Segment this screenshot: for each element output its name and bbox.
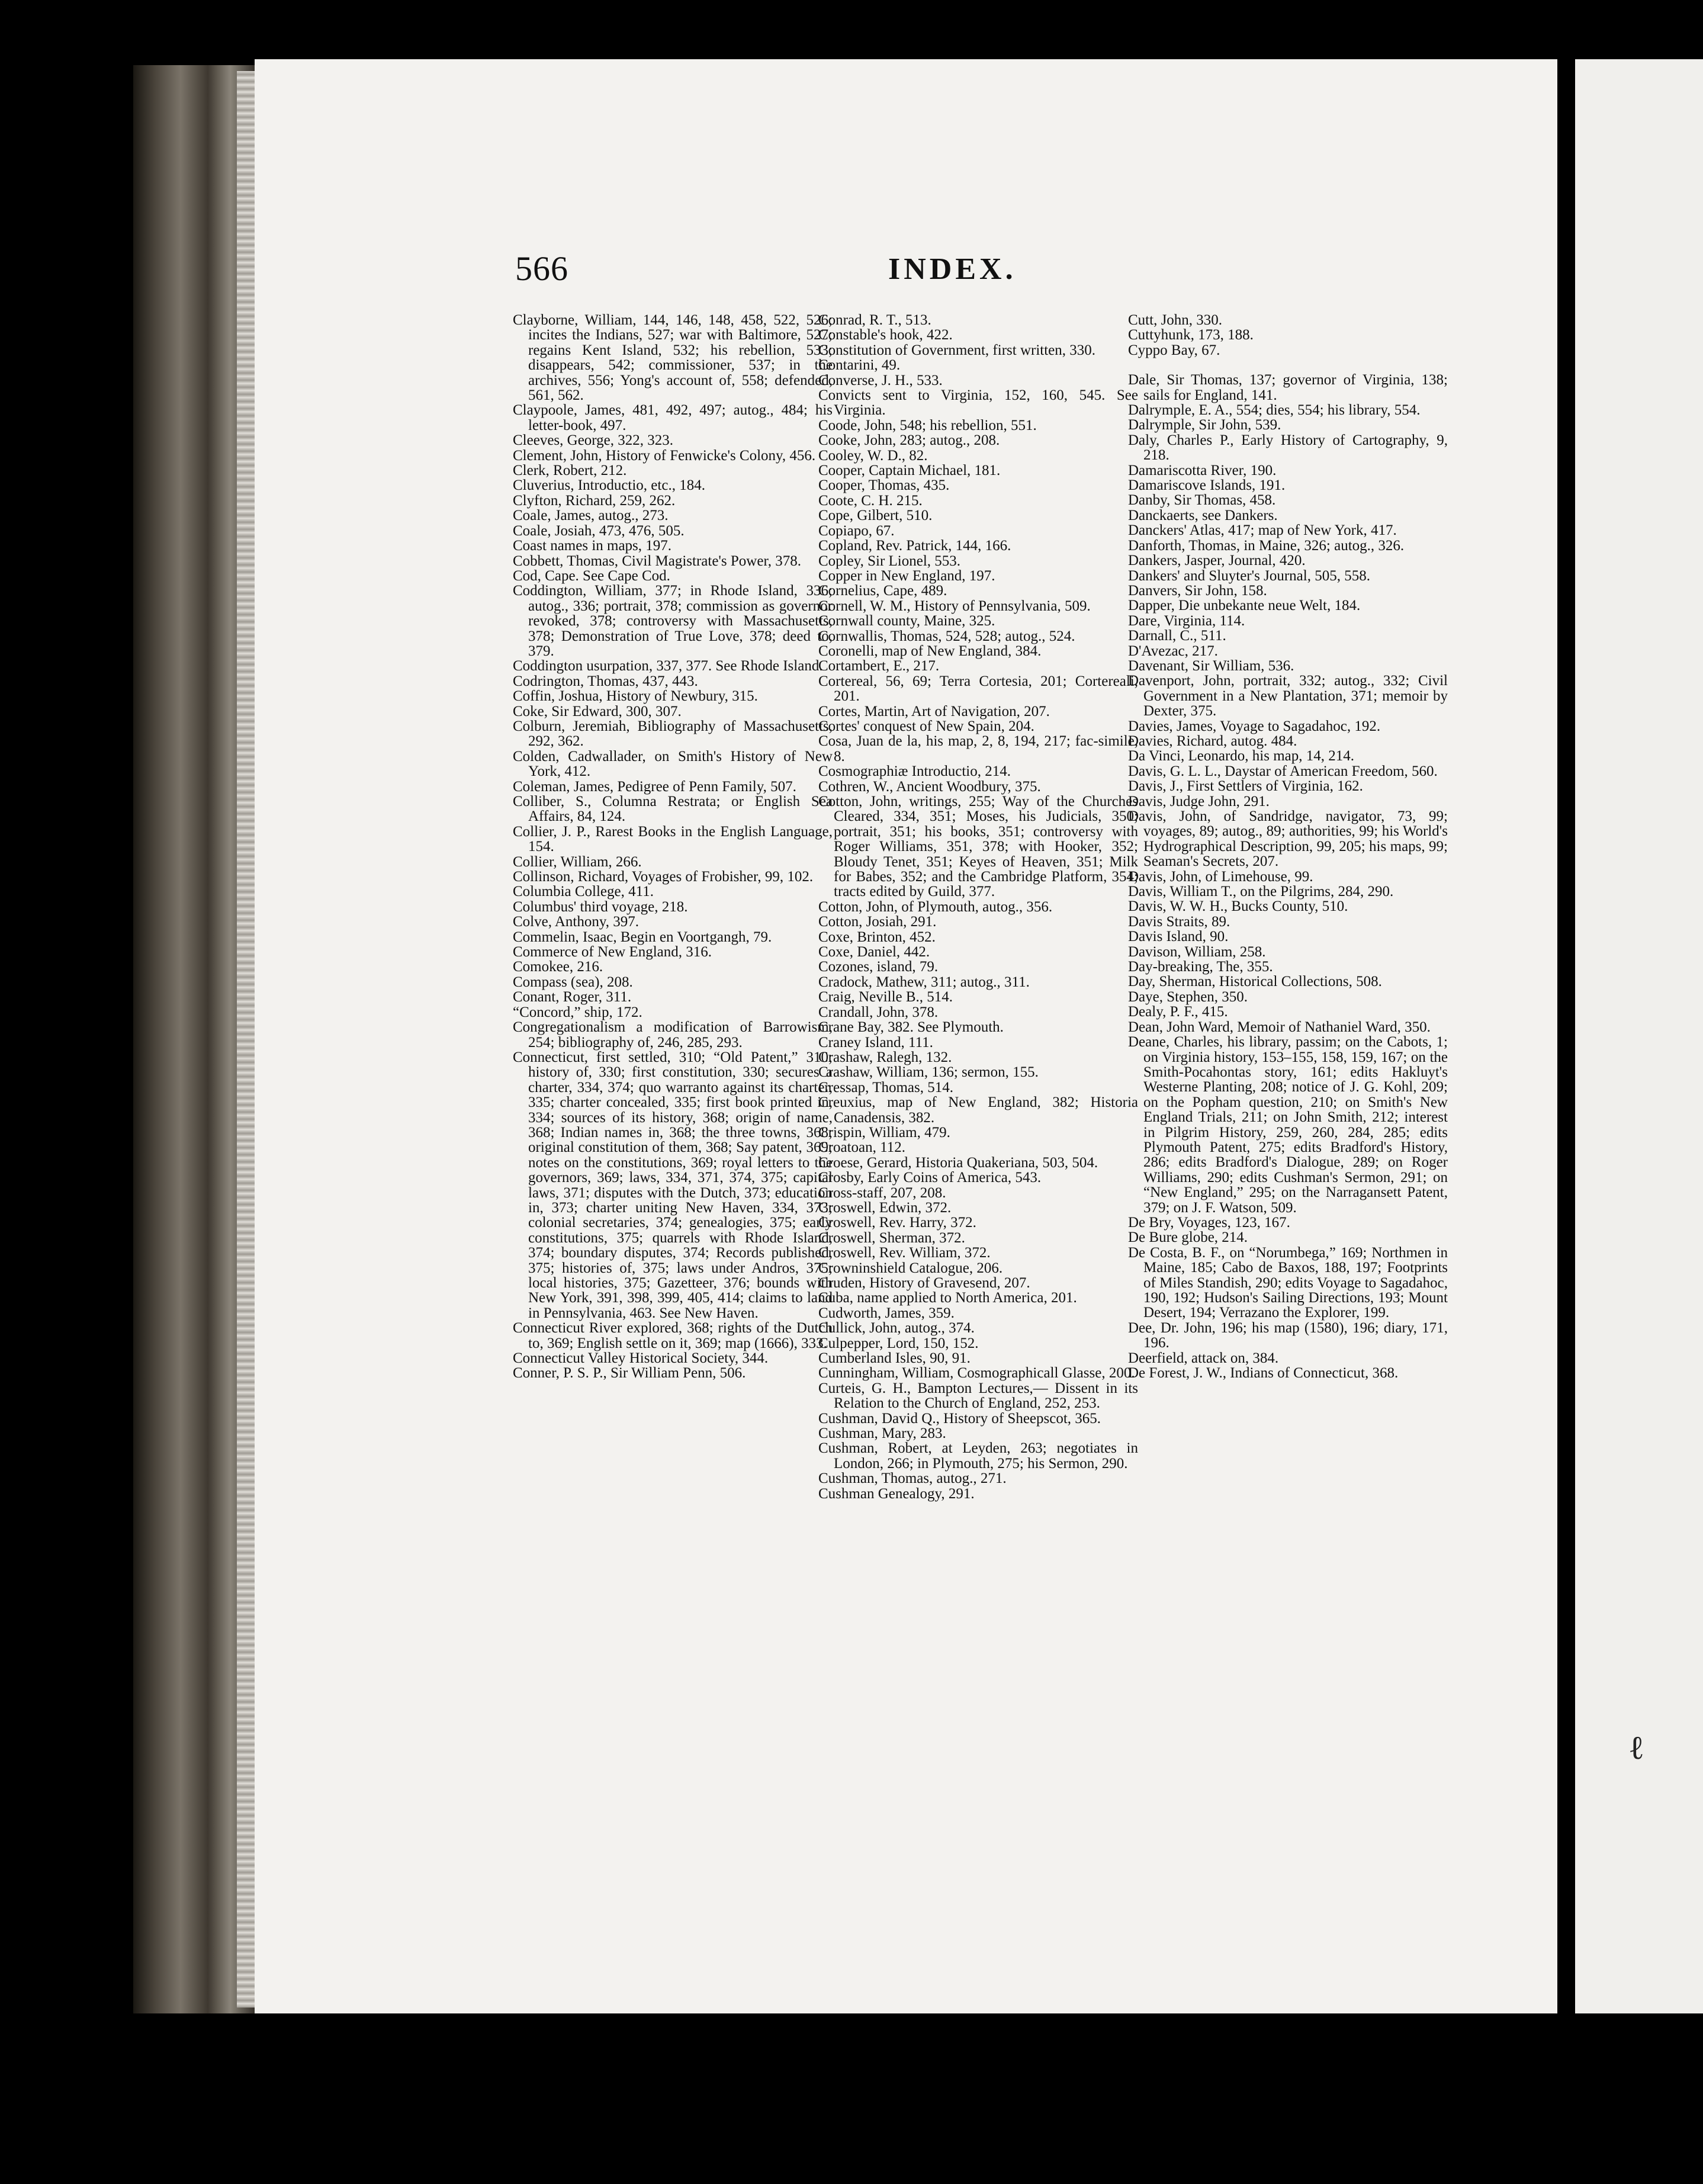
- stray-mark: ℓ: [1628, 1730, 1644, 1767]
- index-entry: Conant, Roger, 311.: [513, 989, 632, 1006]
- index-entry: Croese, Gerard, Historia Quakeriana, 503, 504.: [818, 1154, 1098, 1171]
- index-entry: Commerce of New England, 316.: [513, 944, 712, 961]
- index-entry: Damariscove Islands, 191.: [1128, 477, 1286, 494]
- index-entry: Cudworth, James, 359.: [818, 1305, 955, 1321]
- index-entry: Cortes, Martin, Art of Navigation, 207.: [818, 703, 1050, 720]
- index-entry: Cornelius, Cape, 489.: [818, 583, 947, 599]
- index-entry: Davis, J., First Settlers of Virginia, 162.: [1128, 778, 1363, 795]
- index-entry: De Forest, J. W., Indians of Connecticut, 368.: [1128, 1365, 1399, 1382]
- index-entry: Columbus' third voyage, 218.: [513, 898, 688, 915]
- index-column-2: [818, 313, 1138, 1501]
- index-entry: Cullick, John, autog., 374.: [818, 1320, 975, 1337]
- index-entry: Cushman, Mary, 283.: [818, 1425, 946, 1442]
- index-entry: Congregationalism a modification of Barrowism, 254; bibliography of, 246, 285, 293.: [513, 1019, 833, 1051]
- index-entry: Cross-staff, 207, 208.: [818, 1184, 946, 1201]
- index-entry: Deerfield, attack on, 384.: [1128, 1350, 1279, 1366]
- index-entry: Crandall, John, 378.: [818, 1004, 939, 1020]
- index-entry: Coode, John, 548; his rebellion, 551.: [818, 417, 1037, 433]
- index-entry: Cushman, David Q., History of Sheepscot, 365.: [818, 1410, 1101, 1427]
- index-entry: Dankers' and Sluyter's Journal, 505, 558.: [1128, 567, 1370, 584]
- index-entry: Constable's hook, 422.: [818, 327, 953, 343]
- index-entry: Cothren, W., Ancient Woodbury, 375.: [818, 778, 1041, 795]
- index-entry: Dee, Dr. John, 196; his map (1580), 196; diary, 171, 196.: [1128, 1319, 1448, 1351]
- page-number: 566: [515, 249, 568, 288]
- index-entry: Compass (sea), 208.: [513, 974, 633, 990]
- index-entry: Cutt, John, 330.: [1128, 312, 1223, 328]
- index-entry: Coffin, Joshua, History of Newbury, 315.: [513, 688, 758, 705]
- index-entry: Coxe, Daniel, 442.: [818, 944, 930, 961]
- index-entry: Cleeves, George, 322, 323.: [513, 432, 674, 449]
- index-entry: Cyppo Bay, 67.: [1128, 342, 1220, 358]
- index-entry: Colburn, Jeremiah, Bibliography of Massachusetts, 292, 362.: [513, 718, 833, 750]
- index-entry: De Bry, Voyages, 123, 167.: [1128, 1214, 1290, 1231]
- index-entry: Cooper, Captain Michael, 181.: [818, 463, 1001, 479]
- index-entry: Cuba, name applied to North America, 201.: [818, 1290, 1077, 1306]
- index-entry: Cosa, Juan de la, his map, 2, 8, 194, 217; fac-simile, 8.: [818, 733, 1138, 765]
- index-entry: Da Vinci, Leonardo, his map, 14, 214.: [1128, 748, 1354, 765]
- index-entry: Coast names in maps, 197.: [513, 538, 672, 554]
- index-entry: Cotton, John, writings, 255; Way of the Churches Cleared, 334, 351; Moses, his Judicials, 350; portrait, 351; his books, 351; controversy with Roger Williams, 351, 378; with Hooker, 352; Bloudy Tenet, 351; Keyes of Heaven, 351; Milk for Babes, 352; and the Cambridge Platform, 354; tracts edited by Guild, 377.: [818, 794, 1138, 900]
- index-entry: Cooley, W. D., 82.: [818, 447, 928, 464]
- index-entry: Convicts sent to Virginia, 152, 160, 545. See Virginia.: [818, 387, 1138, 419]
- index-entry: Cobbett, Thomas, Civil Magistrate's Power, 378.: [513, 553, 802, 569]
- index-entry: Cushman, Thomas, autog., 271.: [818, 1470, 1007, 1487]
- index-entry: Clayborne, William, 144, 146, 148, 458, 522, 526; incites the Indians, 527; war with Baltimore, 527; regains Kent Island, 532; his rebellion, 533; disappears, 542; commissioner, 537; in the archives, 556; Yong's account of, 558; defended, 561, 562.: [513, 312, 833, 404]
- index-entry: Davis, John, of Sandridge, navigator, 73, 99; voyages, 89; autog., 89; authorities, 99; his World's Hydrographical Description, 99, 205; his maps, 99; Seaman's Secrets, 207.: [1128, 808, 1448, 870]
- index-entry: Cornell, W. M., History of Pennsylvania, 509.: [818, 598, 1091, 614]
- index-entry: Collinson, Richard, Voyages of Frobisher, 99, 102.: [513, 869, 814, 885]
- index-entry: Cornwall county, Maine, 325.: [818, 613, 995, 629]
- index-entry: Cotton, Josiah, 291.: [818, 914, 937, 930]
- index-entry: Cruden, History of Gravesend, 207.: [818, 1275, 1030, 1291]
- index-entry: De Costa, B. F., on “Norumbega,” 169; Northmen in Maine, 185; Cabo de Baxos, 188, 197; Footprints of Miles Standish, 290; edits Voyage to Sagadahoc, 190, 192; Hudson's Sailing Directions, 193; Mount Desert, 194; Verrazano the Explorer, 199.: [1128, 1244, 1448, 1321]
- index-entry: Constitution of Government, first written, 330.: [818, 342, 1096, 358]
- index-entry: Daly, Charles P., Early History of Cartography, 9, 218.: [1128, 432, 1448, 464]
- index-entry: Contarini, 49.: [818, 357, 901, 374]
- index-entry: Cortes' conquest of New Spain, 204.: [818, 718, 1034, 734]
- index-entry: Cushman, Robert, at Leyden, 263; negotiates in London, 266; in Plymouth, 275; his Sermon, 290.: [818, 1440, 1138, 1472]
- index-entry: Cod, Cape. See Cape Cod.: [513, 567, 670, 584]
- index-entry: Copland, Rev. Patrick, 144, 166.: [818, 538, 1011, 554]
- index-entry: Danvers, Sir John, 158.: [1128, 582, 1267, 599]
- index-entry: Cradock, Mathew, 311; autog., 311.: [818, 974, 1030, 990]
- index-entry: Coleman, James, Pedigree of Penn Family, 507.: [513, 778, 796, 795]
- index-entry: Clement, John, History of Fenwicke's Colony, 456.: [513, 447, 816, 464]
- index-entry: Culpepper, Lord, 150, 152.: [818, 1335, 979, 1351]
- index-entry: Columbia College, 411.: [513, 884, 654, 900]
- index-entry: Claypoole, James, 481, 492, 497; autog., 484; his letter-book, 497.: [513, 402, 833, 433]
- index-entry: D'Avezac, 217.: [1128, 643, 1218, 659]
- index-entry: Danforth, Thomas, in Maine, 326; autog., 326.: [1128, 537, 1405, 554]
- index-entry: Danckers' Atlas, 417; map of New York, 417.: [1128, 522, 1397, 539]
- index-entry: Dalrymple, Sir John, 539.: [1128, 417, 1281, 433]
- index-entry: Dalrymple, E. A., 554; dies, 554; his library, 554.: [1128, 402, 1421, 419]
- index-entry: Commelin, Isaac, Begin en Voortgangh, 79.: [513, 929, 772, 945]
- index-entry: Coddington, William, 377; in Rhode Island, 336; autog., 336; portrait, 378; commission as governor revoked, 378; controversy with Massachusetts, 378; Demonstration of True Love, 378; deed to, 379.: [513, 583, 833, 659]
- index-entry: Davis, John, of Limehouse, 99.: [1128, 868, 1313, 885]
- index-entry: Comokee, 216.: [513, 959, 603, 975]
- index-entry: Codrington, Thomas, 437, 443.: [513, 673, 698, 689]
- index-entry: Davis Straits, 89.: [1128, 913, 1230, 930]
- index-entry: Cunningham, William, Cosmographicall Glasse, 200.: [818, 1365, 1135, 1382]
- index-entry: Crowninshield Catalogue, 206.: [818, 1260, 1003, 1276]
- index-entry: Copley, Sir Lionel, 553.: [818, 553, 961, 569]
- index-entry: Coote, C. H. 215.: [818, 492, 923, 509]
- index-entry: Connecticut Valley Historical Society, 344.: [513, 1350, 769, 1367]
- index-entry: Cumberland Isles, 90, 91.: [818, 1350, 971, 1367]
- index-entry: Day-breaking, The, 355.: [1128, 959, 1273, 975]
- index-entry: Cortereal, 56, 69; Terra Cortesia, 201; Cortereali, 201.: [818, 673, 1138, 705]
- index-entry: Crispin, William, 479.: [818, 1124, 950, 1141]
- index-entry: Curteis, G. H., Bampton Lectures,— Dissent in its Relation to the Church of England, 252, 253.: [818, 1380, 1138, 1412]
- index-entry: Davis, William T., on the Pilgrims, 284, 290.: [1128, 884, 1394, 900]
- index-entry: Copper in New England, 197.: [818, 567, 995, 584]
- index-entry: Coddington usurpation, 337, 377. See Rhode Island.: [513, 658, 823, 675]
- index-entry: Davis, Judge John, 291.: [1128, 793, 1270, 810]
- index-column-3: [1128, 313, 1448, 1380]
- page-title: INDEX.: [888, 252, 1017, 286]
- index-entry: Converse, J. H., 533.: [818, 372, 943, 388]
- index-entry: Cornwallis, Thomas, 524, 528; autog., 524.: [818, 628, 1075, 644]
- index-entry: Davies, James, Voyage to Sagadahoc, 192.: [1128, 718, 1381, 734]
- index-entry: Damariscotta River, 190.: [1128, 462, 1277, 478]
- index-entry: Cluverius, Introductio, etc., 184.: [513, 477, 705, 494]
- index-entry: Croswell, Rev. Harry, 372.: [818, 1215, 976, 1231]
- index-entry: Day, Sherman, Historical Collections, 508.: [1128, 974, 1382, 990]
- index-entry: Davies, Richard, autog. 484.: [1128, 733, 1297, 749]
- index-entry: Collier, William, 266.: [513, 853, 642, 870]
- index-entry: Crosby, Early Coins of America, 543.: [818, 1170, 1042, 1186]
- index-entry: Dean, John Ward, Memoir of Nathaniel Ward, 350.: [1128, 1019, 1431, 1035]
- index-entry: Coke, Sir Edward, 300, 307.: [513, 703, 682, 720]
- index-entry: Copiapo, 67.: [818, 522, 895, 539]
- index-entry: Coronelli, map of New England, 384.: [818, 643, 1042, 659]
- index-entry: Craig, Neville B., 514.: [818, 989, 953, 1006]
- index-entry: Cope, Gilbert, 510.: [818, 508, 933, 524]
- index-entry: Conrad, R. T., 513.: [818, 312, 931, 328]
- index-entry: Crashaw, Ralegh, 132.: [818, 1049, 952, 1065]
- index-entry: Connecticut, first settled, 310; “Old Patent,” 310; history of, 330; first constitution, 330; secures a charter, 334, 374; quo warranto against its charter, 335; charter concealed, 335; first book printed in, 334; sources of its history, 368; origin of name, 368; Indian names in, 368; the three towns, 368; original constitution of them, 368; Say patent, 369; notes on the constitutions, 369; royal letters to the governors, 369; laws, 334, 371, 374, 375; capital laws, 371; disputes with the Dutch, 373; education in, 373; charter uniting New Haven, 334, 373; colonial secretaries, 374; genealogies, 375; early constitutions, 375; quarrels with Rhode Island, 374; boundary disputes, 374; Records published, 375; histories of, 375; laws under Andros, 375; local histories, 375; Gazetteer, 376; bounds with New York, 391, 398, 399, 405, 414; claims to land in Pennsylvania, 463. See New Haven.: [513, 1049, 833, 1321]
- index-entry: Daye, Stephen, 350.: [1128, 988, 1248, 1005]
- index-entry: Cooke, John, 283; autog., 208.: [818, 432, 1000, 449]
- index-entry: Danby, Sir Thomas, 458.: [1128, 492, 1276, 509]
- index-entry: “Concord,” ship, 172.: [513, 1004, 642, 1020]
- index-entry: Clyfton, Richard, 259, 262.: [513, 492, 676, 509]
- index-entry: Danckaerts, see Dankers.: [1128, 507, 1278, 523]
- index-entry: Cushman Genealogy, 291.: [818, 1485, 975, 1502]
- index-entry: Cuttyhunk, 173, 188.: [1128, 327, 1254, 343]
- index-entry: Colve, Anthony, 397.: [513, 914, 639, 930]
- index-entry: Davis, G. L. L., Daystar of American Freedom, 560.: [1128, 763, 1438, 779]
- index-entry: Deane, Charles, his library, passim; on the Cabots, 1; on Virginia history, 153–155, 158, 159, 167; on the Smith-Pocahontas story, 161; edits Hakluyt's Westerne Planting, 208; notice of J. G. Kohl, 209; on the Popham question, 210; on Smith's New England Trials, 211; on John Smith, 212; interest in Pilgrim History, 259, 260, 284, 285; edits Plymouth Patent, 275; edits Bradford's History, 286; edits Bradford's Dialogue, 289; on Roger Williams, 290; edits Cushman's Sermon, 291; on “New England,” 295; on the Narragansett Patent, 379; on J. F. Watson, 509.: [1128, 1034, 1448, 1216]
- index-entry: Crashaw, William, 136; sermon, 155.: [818, 1064, 1039, 1081]
- index-entry: Croswell, Rev. William, 372.: [818, 1245, 991, 1261]
- index-entry: Dare, Virginia, 114.: [1128, 612, 1245, 629]
- index-entry: Cressap, Thomas, 514.: [818, 1079, 953, 1096]
- index-entry: Croswell, Edwin, 372.: [818, 1199, 952, 1216]
- index-entry: Cortambert, E., 217.: [818, 658, 940, 675]
- index-entry: Crane Bay, 382. See Plymouth.: [818, 1019, 1004, 1036]
- index-entry: Croswell, Sherman, 372.: [818, 1229, 965, 1246]
- index-entry: Connecticut River explored, 368; rights of the Dutch to, 369; English settle on it, 369; map (1666), 333.: [513, 1320, 833, 1351]
- index-entry: Cooper, Thomas, 435.: [818, 477, 950, 494]
- index-entry: Coale, Josiah, 473, 476, 505.: [513, 522, 685, 539]
- page-edges: [237, 71, 255, 2008]
- index-entry: Dapper, Die unbekante neue Welt, 184.: [1128, 598, 1361, 614]
- index-entry: Coxe, Brinton, 452.: [818, 929, 936, 945]
- index-entry: Davis Island, 90.: [1128, 929, 1229, 945]
- index-entry: Creuxius, map of New England, 382; Historia Canadensis, 382.: [818, 1094, 1138, 1126]
- facing-page-edge: [1575, 59, 1703, 2013]
- index-entry: De Bure globe, 214.: [1128, 1229, 1248, 1246]
- index-entry: Colden, Cadwallader, on Smith's History of New York, 412.: [513, 748, 833, 780]
- index-entry: Darnall, C., 511.: [1128, 628, 1226, 644]
- index-entry: Dealy, P. F., 415.: [1128, 1004, 1228, 1020]
- index-entry: Cozones, island, 79.: [818, 959, 939, 975]
- index-column-1: [513, 313, 833, 1381]
- index-entry: Croatoan, 112.: [818, 1139, 905, 1156]
- index-entry: Clerk, Robert, 212.: [513, 463, 627, 479]
- index-entry: Coale, James, autog., 273.: [513, 508, 669, 524]
- index-entry: Craney Island, 111.: [818, 1034, 933, 1051]
- index-entry: Colliber, S., Columna Restrata; or English Sea Affairs, 84, 124.: [513, 794, 833, 825]
- index-entry: Conner, P. S. P., Sir William Penn, 506.: [513, 1365, 746, 1382]
- index-entry: Cotton, John, of Plymouth, autog., 356.: [818, 898, 1053, 915]
- index-entry: Cosmographiæ Introductio, 214.: [818, 763, 1011, 780]
- index-entry: Dankers, Jasper, Journal, 420.: [1128, 553, 1306, 569]
- index-entry: Davis, W. W. H., Bucks County, 510.: [1128, 898, 1348, 915]
- index-entry: Dale, Sir Thomas, 137; governor of Virginia, 138; sails for England, 141.: [1128, 372, 1448, 403]
- index-entry: Davison, William, 258.: [1128, 943, 1266, 960]
- index-entry: Davenant, Sir William, 536.: [1128, 657, 1294, 674]
- index-entry: Davenport, John, portrait, 332; autog., 332; Civil Government in a New Plantation, 371; memoir by Dexter, 375.: [1128, 673, 1448, 720]
- index-entry: Collier, J. P., Rarest Books in the English Language, 154.: [513, 823, 833, 855]
